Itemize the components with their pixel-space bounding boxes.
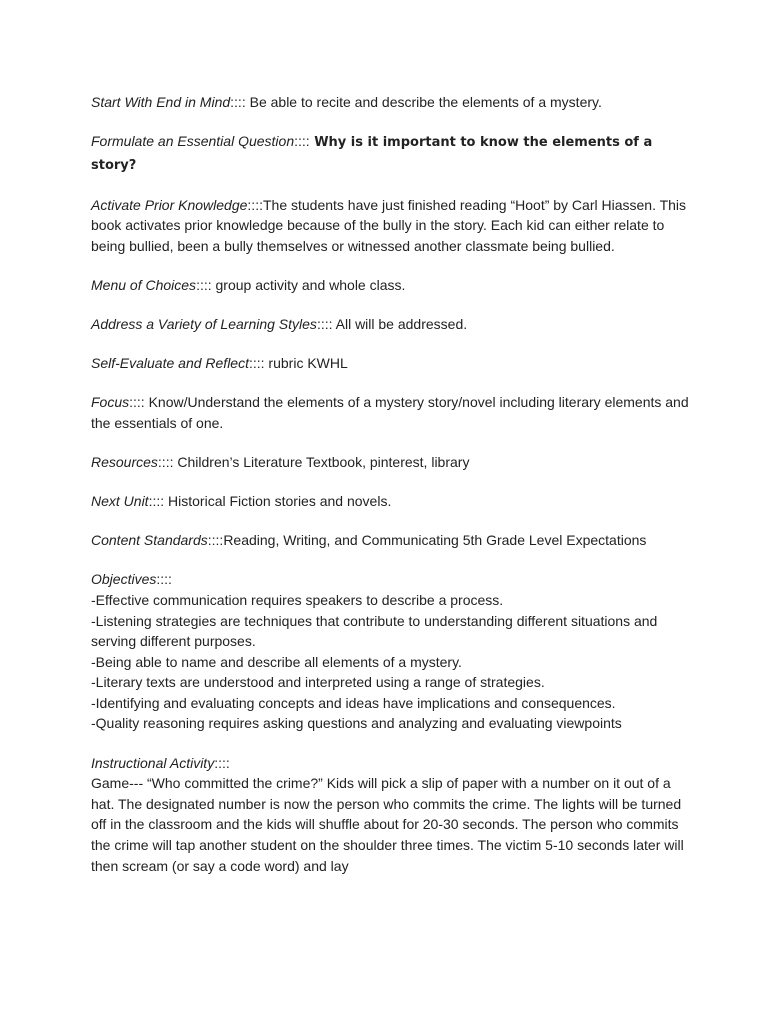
objective-item: -Identifying and evaluating concepts and ideas have implications and consequences. xyxy=(91,694,616,711)
content-standards-paragraph xyxy=(91,530,691,551)
next-unit-text: Historical Fiction stories and novels. xyxy=(164,493,392,510)
focus-separator: :::: xyxy=(129,394,145,411)
objectives-label: Objectives xyxy=(91,571,157,588)
resources-separator: :::: xyxy=(157,454,174,471)
focus-paragraph xyxy=(91,392,691,433)
end-in-mind-separator: :::: xyxy=(230,94,246,110)
essential-question-label: Formulate an Essential Question xyxy=(91,133,295,150)
menu-of-choices-separator: :::: xyxy=(196,277,212,294)
focus-label: Focus xyxy=(91,394,130,411)
self-evaluate-text: rubric KWHL xyxy=(264,355,348,372)
instructional-activity-separator: :::: xyxy=(214,754,230,771)
prior-knowledge-text: The students have just finished reading “Hoot” by Carl Hiassen. This book activates prior knowledge because of the bully in the story. Each kid can either relate to being bullied, been a bully themselves or witnessed another classmate being bullied. xyxy=(91,196,687,254)
content-standards-text: Reading, Writing, and Communicating 5th Grade Level Expectations xyxy=(223,532,647,549)
objectives-heading xyxy=(91,569,691,590)
resources-text: Children’s Literature Textbook, pinterest, library xyxy=(173,454,470,471)
next-unit-paragraph xyxy=(91,491,691,512)
objectives-separator: :::: xyxy=(156,571,172,588)
essential-question-separator: :::: xyxy=(294,133,310,150)
prior-knowledge-label: Activate Prior Knowledge xyxy=(91,196,248,213)
resources-paragraph xyxy=(91,452,691,473)
essential-question-text: Why is it important to know the elements of a story? xyxy=(91,135,653,173)
self-evaluate-paragraph xyxy=(91,353,691,374)
content-standards-separator: :::: xyxy=(207,532,224,549)
prior-knowledge-paragraph xyxy=(91,195,691,257)
prior-knowledge-separator: :::: xyxy=(247,196,263,213)
objective-item: -Literary texts are understood and interpreted using a range of strategies. xyxy=(91,674,545,691)
learning-styles-label: Address a Variety of Learning Styles xyxy=(91,316,317,333)
next-unit-separator: :::: xyxy=(148,493,165,510)
self-evaluate-label: Self-Evaluate and Reflect xyxy=(91,355,249,372)
instructional-activity-heading xyxy=(91,753,691,774)
objective-item: -Effective communication requires speakers to describe a process. xyxy=(91,591,504,608)
resources-label: Resources xyxy=(91,454,158,471)
instructional-activity-label: Instructional Activity xyxy=(91,754,215,771)
end-in-mind-label: Start With End in Mind xyxy=(91,94,231,110)
menu-of-choices-label: Menu of Choices xyxy=(91,277,197,294)
essential-question-paragraph xyxy=(91,131,691,176)
lesson-plan-document xyxy=(91,92,691,895)
next-unit-label: Next Unit xyxy=(91,493,149,510)
end-in-mind-paragraph xyxy=(91,92,691,113)
end-in-mind-text: Be able to recite and describe the elements of a mystery. xyxy=(245,94,602,110)
menu-of-choices-paragraph xyxy=(91,275,691,296)
menu-of-choices-text: group activity and whole class. xyxy=(211,277,406,294)
instructional-activity-section xyxy=(91,753,691,877)
objective-item: -Listening strategies are techniques that contribute to understanding different situations and serving different purposes. xyxy=(91,612,658,650)
learning-styles-separator: :::: xyxy=(316,316,333,333)
focus-text: Know/Understand the elements of a mystery story/novel including literary elements and the essentials of one. xyxy=(91,394,689,431)
instructional-activity-text: Game--- “Who committed the crime?” Kids will pick a slip of paper with a number on it out of a hat. The designated number is now the person who commits the crime. The lights will be turned off in the classroom and the kids will shuffle about for 20-30 seconds. The person who commits the crime will tap another student on the shoulder three times. The victim 5-10 seconds later will then scream (or say a code word) and lay xyxy=(91,775,684,874)
objectives-section xyxy=(91,569,691,734)
objective-item: -Quality reasoning requires asking questions and analyzing and evaluating viewpoints xyxy=(91,715,622,732)
self-evaluate-separator: :::: xyxy=(248,355,265,372)
content-standards-label: Content Standards xyxy=(91,532,208,549)
objective-item: -Being able to name and describe all elements of a mystery. xyxy=(91,653,462,670)
learning-styles-paragraph xyxy=(91,314,691,335)
learning-styles-text: All will be addressed. xyxy=(332,316,468,333)
